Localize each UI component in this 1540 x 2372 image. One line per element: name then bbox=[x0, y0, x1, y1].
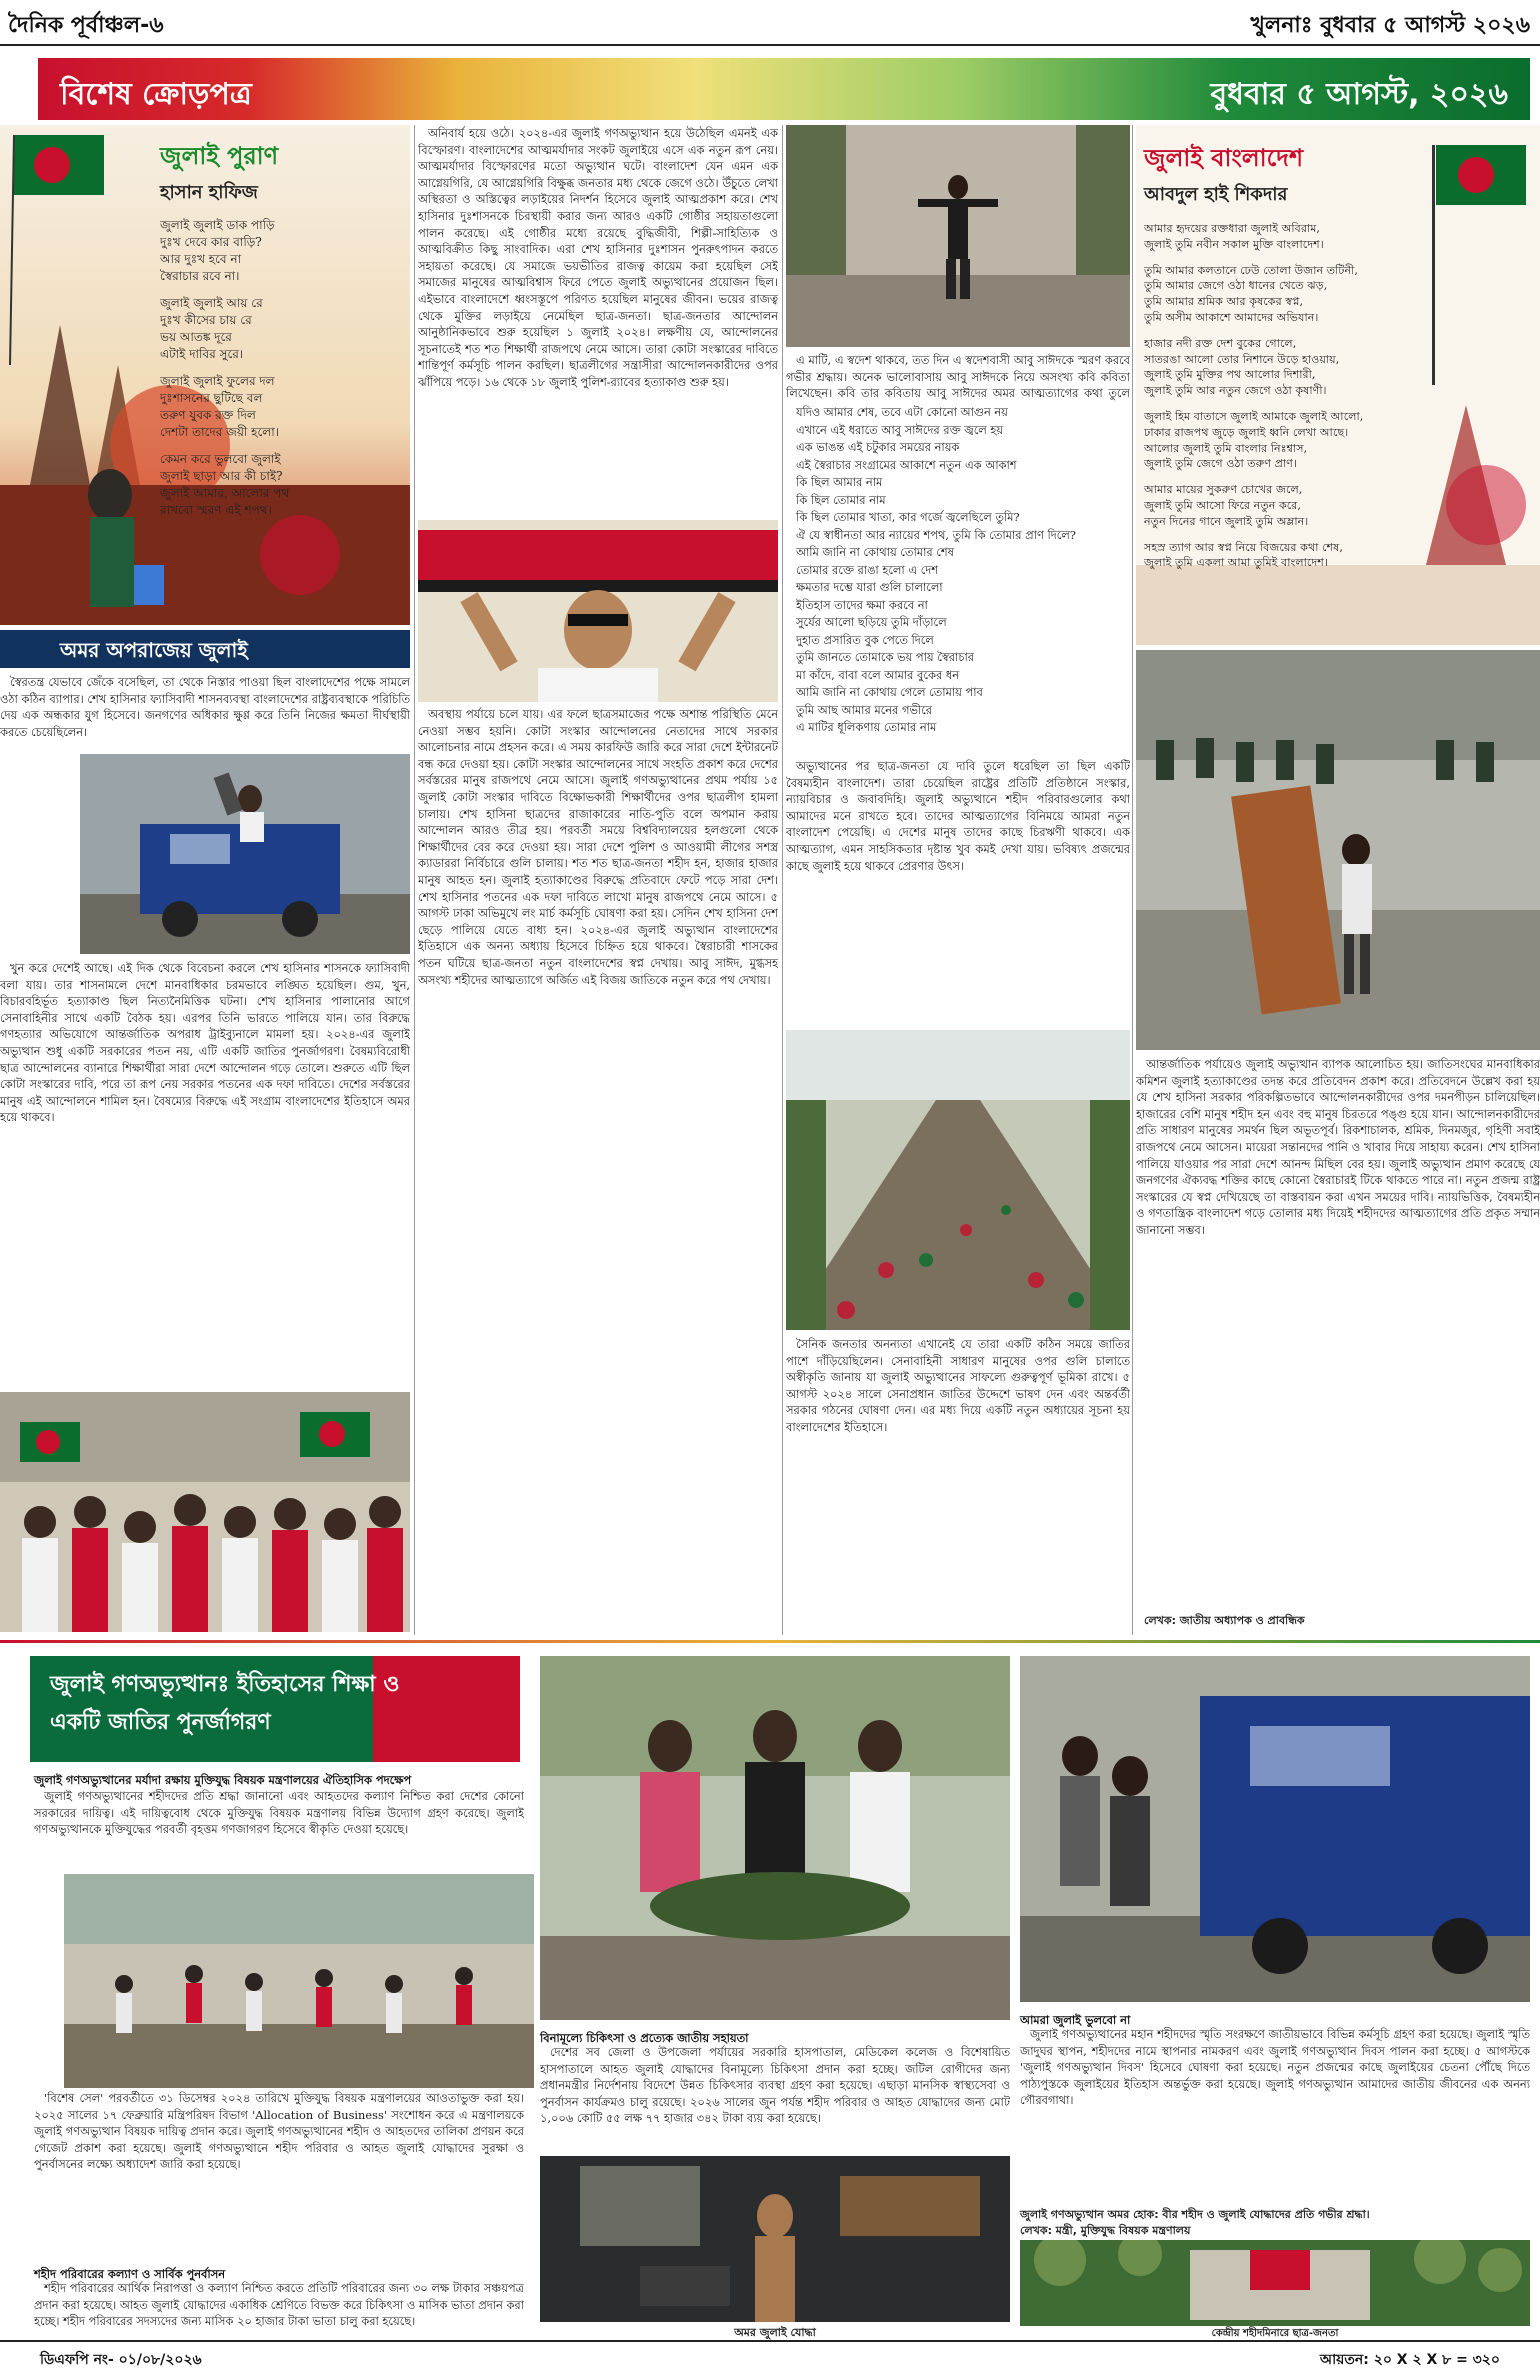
poem2-title: জুলাই বাংলাদেশ bbox=[1144, 144, 1304, 172]
poem-line: কি ছিল আমার নাম bbox=[796, 475, 883, 489]
poem-line: দেশটা তাদের জয়ী হলো। bbox=[160, 425, 280, 439]
bottom-section-title: জুলাই গণঅভ্যুত্থানঃ ইতিহাসের শিক্ষা ও একটি জাতির পুনর্জাগরণ bbox=[50, 1672, 400, 1735]
poem1-title: জুলাই পুরাণ bbox=[160, 142, 279, 170]
photo-police-truck bbox=[1020, 1656, 1530, 2002]
poem-line: কি ছিল তোমার খাতা, কার গর্জে জ্বলেছিলে তুমি? bbox=[796, 510, 1020, 524]
photo-long-march bbox=[786, 1030, 1130, 1330]
poem-line: জুলাই তুমি জেগে ওঠা তরুণ প্রাণ। bbox=[1144, 457, 1297, 471]
poem2-body bbox=[1144, 221, 1444, 641]
poem-line: জুলাই তুমি নবীন সকাল মুক্তি বাংলাদেশ। bbox=[1144, 237, 1324, 251]
poem-line: তুমি অসীম আকাশে আমাদের অভিযান। bbox=[1144, 310, 1319, 324]
masthead-line bbox=[0, 0, 1540, 46]
poem-line: মা কাঁদে, বাবা বলে আমার বুকের ধন bbox=[796, 667, 960, 682]
photo-protest-crowd bbox=[0, 1392, 410, 1632]
poem-line: জুলাই হিম বাতাসে জুলাই আমাকে জুলাই আলো, bbox=[1144, 409, 1364, 423]
poem-stanza bbox=[160, 451, 400, 519]
bottom-col3-head: আমরা জুলাই ভুলবো না bbox=[1020, 2013, 1131, 2027]
col3-after-text: সৈনিক জনতার অনন্যতা এখানেই যে তারা একটি কঠিন সময়ে জাতির পাশে দাঁড়িয়েছিলেন। সেনাবাহিনী সাধারণ মানুষের ওপর গুলি চালাতে অস্বীকৃতি জানায় যা জুলাই অভ্যুত্থানের সাফল্যে গুরুত্বপূর্ণ ভূমিকা রাখে। ৫ আগস্ট ২০২৪ সালে সেনাপ্রধান জাতির উদ্দেশে ভাষণ দেন এবং অন্তর্বর্তী সরকার গঠনের ঘোষণা দেন। এর মধ্য দিয়ে একটি নতুন অধ্যায়ের সূচনা হয় বাংলাদেশের ইতিহাসে। bbox=[786, 1337, 1130, 1434]
poem-stanza bbox=[1144, 221, 1444, 253]
poem-line: তুমি আছ আমার মনের গভীরে bbox=[796, 702, 933, 717]
photo-police-van bbox=[80, 754, 410, 954]
bottom-col3-text: জুলাই গণঅভ্যুত্থানের মহান শহীদদের স্মৃতি সংরক্ষণে জাতীয়ভাবে বিভিন্ন কর্মসূচি গ্রহণ করা হয়েছে। জুলাই স্মৃতি জাদুঘর স্থাপন, শহীদদের নামে স্থাপনার নামকরণ এবং জুলাই গণঅভ্যুত্থান দিবস পালন করা হচ্ছে। ৫ আগস্টকে 'জুলাই গণঅভ্যুত্থান দিবস' হিসেবে ঘোষণা করা হয়েছে। নতুন প্রজন্মের কাছে জুলাইয়ের চেতনা পৌঁছে দিতে পাঠ্যপুস্তকে জুলাইয়ের ইতিহাস অন্তর্ভুক্ত করা হয়েছে। জুলাই গণঅভ্যুত্থান আমাদের জাতীয় জীবনের এক অনন্য গৌরবগাথা। bbox=[1020, 2027, 1530, 2108]
poem2 bbox=[1144, 140, 1444, 640]
poem-line: এক ভাঙন্ত এই চটুকার সময়ের নায়ক bbox=[796, 440, 960, 454]
photo-july-fighter bbox=[540, 2156, 1010, 2322]
poem-stanza bbox=[1144, 540, 1444, 572]
poem-line: এই স্বৈরাচার সংগ্রামের আকাশে নতুন এক আকাশ bbox=[796, 457, 1017, 472]
poem-line: সাতরঙা আলো তোর নিশানে উড়ে হাওয়ায়, bbox=[1144, 352, 1340, 366]
poem-stanza bbox=[160, 217, 400, 285]
poem-line: এ মাটির ধূলিকণায় তোমার নাম bbox=[796, 720, 937, 734]
bottom-text3: শহীদ পরিবারের আর্থিক নিরাপত্তা ও কল্যাণ নিশ্চিত করতে প্রতিটি পরিবারের জন্য ৩০ লক্ষ টাকার সঞ্চয়পত্র প্রদান করা হয়েছে। আহত জুলাই যোদ্ধাদের একাধিক শ্রেণিতে বিভক্ত করে চিকিৎসা ও মাসিক ভাতা প্রদান করা হচ্ছে। শহীদ পরিবারের সদস্যদের জন্য মাসিক ২০ হাজার টাকা ভাতা চালু করা হয়েছে। bbox=[34, 2281, 524, 2329]
poem-line: এটাই দাবির সুরে। bbox=[160, 347, 244, 361]
poem-line: জুলাই তুমি মুক্তির পথ আলোর দিশারী, bbox=[1144, 368, 1316, 382]
photo-man-with-banner bbox=[418, 520, 778, 702]
poem-line: ইতিহাস তাদের ক্ষমা করবে না bbox=[796, 597, 928, 612]
poem2-author: আবদুল হাই শিকদার bbox=[1144, 184, 1288, 205]
section-title: অমর অপরাজেয় জুলাই bbox=[60, 638, 248, 662]
col4-byline: লেখক: জাতীয় অধ্যাপক ও প্রাবন্ধিক bbox=[1144, 1614, 1305, 1627]
poem-line: ক্ষমতার দম্ভে যারা গুলি চালালো bbox=[796, 580, 943, 594]
photo-shield-protester bbox=[1136, 650, 1540, 1050]
poem-line: দুঃখ দেবে কার বাড়ি? bbox=[160, 235, 262, 249]
bottom-col3-byline: লেখক: মন্ত্রী, মুক্তিযুদ্ধ বিষয়ক মন্ত্রণালয় bbox=[1020, 2224, 1191, 2237]
poem-line: ভয় আতঙ্ক দূরে bbox=[160, 330, 232, 344]
poem-line: আলোর জুলাই তুমি বাংলার নিঃশ্বাস, bbox=[1144, 441, 1308, 455]
section-rule bbox=[0, 1640, 1540, 1643]
page-footer bbox=[0, 2340, 1540, 2372]
poem-line: দুহাত প্রসারিত বুক পেতে দিলে bbox=[796, 632, 934, 647]
poem-line: তুমি আমার জেগে ওঠা ধানের খেতে ঝড়, bbox=[1144, 279, 1328, 293]
poem-stanza bbox=[1144, 409, 1444, 472]
bottom-col3-tag: জুলাই গণঅভ্যুত্থান অমর হোক: বীর শহীদ ও জুলাই যোদ্ধাদের প্রতি গভীর শ্রদ্ধা। bbox=[1020, 2208, 1370, 2221]
poem-line: সুর্যের আলো ছড়িয়ে তুমি দাঁড়ালে bbox=[796, 615, 947, 629]
poem-stanza bbox=[160, 373, 400, 441]
bottom-subhead2: শহীদ পরিবারের কল্যাণ ও সার্বিক পুনর্বাসন bbox=[34, 2267, 226, 2281]
photo-street-clash bbox=[64, 1874, 534, 2088]
poem-line: তোমার রক্তে রাঙা হলো এ দেশ bbox=[796, 562, 938, 577]
col3-poem bbox=[796, 404, 1126, 754]
column-rule bbox=[782, 125, 783, 1635]
poem-line: রাখবো স্মরণ এই শপথ। bbox=[160, 503, 272, 517]
bottom-col2-head: বিনামূল্যে চিকিৎসা ও প্রত্যেক জাতীয় সহায়তা bbox=[540, 2031, 749, 2045]
poem-line: দুঃখ কীসের চায় রে bbox=[160, 313, 252, 327]
section-left-text1: স্বৈরতন্ত্র যেভাবে জেঁকে বসেছিল, তা থেকে নিস্তার পাওয়া ছিল বাংলাদেশের পক্ষে সামলে ওঠা কঠিন ব্যাপার। শেখ হাসিনার ফ্যাসিবাদী শাসনব্যবস্থা বাংলাদেশের রাষ্ট্রব্যবস্থাকে পরিচিতি দেয় এক অন্ধকার যুগ হিসেবে। জনগণের অধিকার ক্ষুণ্ণ করে তিনি নিজের ক্ষমতা দীর্ঘস্থায়ী করতে চেয়েছিলেন। bbox=[0, 675, 410, 739]
banner-title: বিশেষ ক্রোড়পত্র bbox=[60, 77, 252, 112]
bottom-text2: 'বিশেষ সেল' পরবর্তীতে ৩১ ডিসেম্বর ২০২৪ তারিখে মুক্তিযুদ্ধ বিষয়ক মন্ত্রণালয়ের আওতাভুক্ত করা হয়। ২০২৫ সালের ১৭ ফেব্রুয়ারি মন্ত্রিপরিষদ বিভাগ 'Allocation of Business' সংশোধন করে এ মন্ত্রণালয়কে জুলাই গণঅভ্যুত্থান বিষয়ক দায়িত্ব প্রদান করে। জুলাই গণঅভ্যুত্থানের শহীদ ও আহতদের তালিকা প্রণয়ন করে গেজেট প্রকাশ করা হয়েছে। জুলাই গণঅভ্যুত্থানে শহীদ পরিবার ও আহত জুলাই যোদ্ধাদের সুরক্ষা ও পুনর্বাসনের লক্ষ্যে অধ্যাদেশ জারি করা হয়েছে। bbox=[34, 2091, 524, 2172]
photo-carrying-injured bbox=[540, 1656, 1010, 2020]
poem-line: তুমি জানতে তোমাকে ভয় পায় স্বৈরাচার bbox=[796, 650, 975, 664]
poem1-body bbox=[160, 217, 400, 637]
poem-line: জুলাই তুমি একলা আমা তুমিই বাংলাদেশ। bbox=[1144, 556, 1328, 570]
poem-line: সহস্র ত্যাগ আর স্বপ্ন নিয়ে বিজয়ের কথা শেষ, bbox=[1144, 540, 1343, 554]
bottom-col2-text: দেশের সব জেলা ও উপজেলা পর্যায়ের সরকারি হাসপাতাল, মেডিকেল কলেজ ও বিশেষায়িত হাসপাতালে আহত জুলাই যোদ্ধাদের বিনামূল্যে চিকিৎসা প্রদান করা হচ্ছে। জটিল রোগীদের জন্য প্রধানমন্ত্রীর নির্দেশনায় বিদেশে উন্নত চিকিৎসার ব্যবস্থা গ্রহণ করা হয়েছে। এছাড়া মানসিক স্বাস্থ্যসেবা ও পুনর্বাসন কার্যক্রমও চালু রয়েছে। ২০২৬ সালের জুন পর্যন্ত শহীদ পরিবার ও আহত যোদ্ধাদের জন্য মোট ১,০০৬ কোটি ৫৫ লক্ষ ৭৭ হাজার ৩৪২ টাকা ব্যয় করা হয়েছে। bbox=[540, 2045, 1010, 2126]
poem-line: জুলাই জুলাই ডাক পাড়ি bbox=[160, 218, 275, 232]
ad-size: আয়তন: ২০ X ২ X ৮ = ৩২০ bbox=[1319, 2352, 1500, 2368]
col2-mid-text: অবস্থায় পর্যায়ে চলে যায়। এর ফলে ছাত্রসমাজের পক্ষে অশান্ত পরিস্থিতি মেনে নেওয়া সম্ভব হয়নি। কোটা সংস্কার আন্দোলনের নেতাদের সাথে সরকার আলোচনার নামে প্রহসন করে। এ সময় কারফিউ জারি করে সারা দেশে ইন্টারনেট বন্ধ করে দেওয়া হয়। কোটা সংস্কার আন্দোলনের সাথে সংহতি প্রকাশ করে দেশের সর্বস্তরের মানুষ রাজপথে নেমে আসে। জুলাই গণঅভ্যুত্থানের প্রথম পর্যায় ১৫ জুলাই কোটা সংস্কার দাবিতে বিক্ষোভকারী শিক্ষার্থীদের ওপর ছাত্রলীগ হামলা চালায়। শেখ হাসিনা ছাত্রদের রাজাকারের নাতি-পুতি বলে অপমান করায় আন্দোলন আরও তীব্র হয়। পরবর্তী সময়ে বিশ্ববিদ্যালয়ের হলগুলো থেকে শিক্ষার্থীদের বের করে দেওয়া হয়। সারা দেশে পুলিশ ও আওয়ামী লীগের সশস্ত্র ক্যাডাররা নির্বিচারে গুলি চালায়। শত শত ছাত্র-জনতা শহীদ হন, হাজার হাজার মানুষ আহত হন। জুলাই হত্যাকাণ্ডের বিরুদ্ধে প্রতিবাদে ফেটে পড়ে সারা দেশ। শেখ হাসিনার পতনের এক দফা দাবিতে লাখো মানুষ রাজপথে নেমে আসে। ৫ আগস্ট ঢাকা অভিমুখে লং মার্চ কর্মসূচি ঘোষণা করা হয়। সেদিন শেখ হাসিনা দেশ ছেড়ে পালিয়ে যেতে বাধ্য হন। ২০২৪-এর জুলাই অভ্যুত্থান বাংলাদেশের ইতিহাসে এক অনন্য অধ্যায় হিসেবে চিহ্নিত হয়ে থাকবে। স্বৈরাচারী শাসকের পতন ঘটিয়ে ছাত্র-জনতা নতুন বাংলাদেশের স্বপ্ন দেখায়। আবু সাঈদ, মুগ্ধসহ অসংখ্য শহীদের আত্মত্যাগে অর্জিত এই বিজয় জাতিকে নতুন করে পথ দেখায়। bbox=[418, 707, 778, 987]
poem-line: আমি জানি না কোথায় গেলে তোমায় পাব bbox=[796, 685, 983, 699]
poem-line: তুমি আমার কলতানে ঢেউ তোলা উজান তটিনী, bbox=[1144, 263, 1358, 277]
poem-line: জুলাই তুমি আর নতুন জেগে ওঠা কৃষাণী। bbox=[1144, 384, 1327, 398]
poem-line: জুলাই আমার, আলোর পথ bbox=[160, 486, 290, 500]
poem-line: হাজার নদী রক্ত দেশ বুকের গোলে, bbox=[1144, 336, 1297, 350]
poem-line: জুলাই জুলাই আয় রে bbox=[160, 296, 263, 310]
poem-line: নতুন দিনের গানে জুলাই তুমি অম্লান। bbox=[1144, 514, 1309, 528]
poem-line: জুলাই তুমি আসো ফিরে নতুন করে, bbox=[1144, 498, 1301, 512]
column-rule bbox=[414, 125, 415, 1635]
photo-abu-sayeed bbox=[786, 125, 1130, 347]
poem-line: ঐ যে স্বাধীনতা আর ন্যায়ের শপথ, তুমি কি তোমার প্রাণ দিলে? bbox=[796, 527, 1076, 542]
poem-line: দুঃশাসনের ছুটিছে বল bbox=[160, 391, 263, 405]
poem-line: কি ছিল তোমার নাম bbox=[796, 492, 886, 507]
poem-line: তরুণ যুবক রক্ত দিল bbox=[160, 408, 256, 422]
poem-stanza bbox=[1144, 263, 1444, 326]
poem-stanza bbox=[1144, 482, 1444, 529]
bottom-caption1: অমর জুলাই যোদ্ধা bbox=[734, 2326, 816, 2339]
poem-line: কেমন করে ভুলবো জুলাই bbox=[160, 452, 281, 466]
section-heading-bar bbox=[0, 630, 410, 668]
bottom-lead: জুলাই গণঅভ্যুত্থানের মর্যাদা রক্ষায় মুক্তিযুদ্ধ বিষয়ক মন্ত্রণালয়ের ঐতিহাসিক পদক্ষেপ bbox=[34, 1773, 412, 1787]
section-left-text2: খুন করে দেশেই আছে। এই দিক থেকে বিবেচনা করলে শেখ হাসিনার শাসনকে ফ্যাসিবাদী বলা যায়। তার শাসনামলে দেশে মানবাধিকার চরমভাবে লঙ্ঘিত হয়েছিল। গুম, খুন, বিচারবহির্ভূত হত্যাকাণ্ড ছিল নিত্যনৈমিত্তিক ঘটনা। শেখ হাসিনার পালানোর আগে সেনাবাহিনীর সাথে একটি বৈঠক হয়। এরপর তিনি ভারতে পালিয়ে যান। তার বিরুদ্ধে গণহত্যার অভিযোগে আন্তর্জাতিক অপরাধ ট্রাইব্যুনালে মামলা হয়। ২০২৪-এর জুলাই অভ্যুত্থান শুধু একটি সরকারের পতন নয়, এটি একটি জাতির পুনর্জাগরণ। বৈষম্যবিরোধী ছাত্র আন্দোলনের ব্যানারে শিক্ষার্থীরা সারা দেশে আন্দোলন গড়ে তোলে। শুরুতে এটি ছিল কোটা সংস্কারের দাবি, পরে তা রূপ নেয় সরকার পতনের এক দফা দাবিতে। দেশের সর্বস্তরের মানুষ এই আন্দোলনে শামিল হন। বৈষম্যের বিরুদ্ধে এই সংগ্রাম বাংলাদেশের ইতিহাসে অমর হয়ে থাকবে। bbox=[0, 961, 410, 1125]
bottom-section-heading bbox=[30, 1656, 520, 1762]
poem-line: আর দুঃখ হবে না bbox=[160, 252, 242, 266]
supplement-banner bbox=[38, 58, 1530, 120]
col3-bottom-text: অভ্যুত্থানের পর ছাত্র-জনতা যে দাবি তুলে ধরেছিল তা ছিল একটি বৈষম্যহীন বাংলাদেশ। তারা চেয়েছিল রাষ্ট্রের প্রতিটি প্রতিষ্ঠানে সংস্কার, ন্যায়বিচার ও জবাবদিহি। জুলাই অভ্যুত্থানে শহীদ পরিবারগুলোর কথা আমাদের মনে রাখতে হবে। তাদের আত্মত্যাগের বিনিময়ে আমরা নতুন বাংলাদেশ পেয়েছি। এ দেশের মানুষ তাদের কাছে চিরঋণী থাকবে। এক আত্মত্যাগ, এমন সাহসিকতার দৃষ্টান্ত খুব কমই দেখা যায়। ভবিষ্যৎ প্রজন্মের কাছে জুলাই হয়ে থাকবে প্রেরণার উৎস। bbox=[786, 759, 1130, 873]
poem1-author: হাসান হাফিজ bbox=[160, 182, 258, 203]
poem-line: ঢাকার রাজপথ জুড়ে জুলাই ধ্বনি লেখা আছে। bbox=[1144, 425, 1349, 439]
col3-top-text: এ মাটি, এ স্বদেশ থাকবে, তত দিন এ স্বদেশবাসী আবু সাঈদকে স্মরণ করবে গভীর শ্রদ্ধায়। অনেক ভালোবাসায় আবু সাঈদকে নিয়ে অসংখ্য কবি কবিতা লিখেছেন। কবি তার কবিতায় আবু সাঈদের অমর আত্মত্যাগের কথা তুলে bbox=[786, 353, 1130, 401]
poem-line: জুলাই জুলাই ফুলের দল bbox=[160, 374, 275, 388]
poem-line: আমার হৃদয়ের রক্তধারা জুলাই অবিরাম, bbox=[1144, 222, 1320, 235]
poem-line: এখানে এই ধরাতে আবু সাঈদের রক্ত জ্বলে হয় bbox=[796, 422, 1004, 437]
bottom-caption2: কেন্দ্রীয় শহীদমিনারে ছাত্র-জনতা bbox=[1211, 2328, 1339, 2339]
poem-line: আমি জানি না কোথায় তোমার শেষ bbox=[796, 545, 954, 559]
banner-date: বুধবার ৫ আগস্ট, ২০২৬ bbox=[1210, 77, 1508, 112]
poem-stanza bbox=[160, 295, 400, 363]
poem-line: আমার মায়ের সুকরুণ চোখের জলে, bbox=[1144, 483, 1303, 497]
page-label: দৈনিক পূর্বাঞ্চল-৬ bbox=[8, 13, 164, 38]
col2-top-text: অনিবার্য হয়ে ওঠে। ২০২৪-এর জুলাই গণঅভ্যুত্থান হয়ে উঠেছিল এমনই এক বিস্ফোরণ। বাংলাদেশের আত্মমর্যাদার সংকট জুলাইয়ে এসে এক নতুন রূপ নেয়। আত্মমর্যাদার বিস্ফোরণের মতো অভ্যুত্থান ঘটে। বাংলাদেশ যেন এমন এক আগ্নেয়গিরি, যে আগ্নেয়গিরি বিক্ষুব্ধ জনতার মধ্য থেকে জেগে ওঠে। উঁচুতে লেখা অস্থিরতা ও অস্তিত্বের লড়াইয়ের নিদর্শন হিসেবে জুলাই আত্মপ্রকাশ করে। শেখ হাসিনার দুঃশাসনকে চিরস্থায়ী করার জন্য আরও একটি গোষ্ঠীর সহায়তাগুলো পালন করেছে। এই গোষ্ঠীর মধ্যে রয়েছে বুদ্ধিজীবী, শিল্পী-সাহিত্যিক ও আত্মবিক্রীত কিছু সাংবাদিক। এরা শেখ হাসিনার দুঃশাসন পুনরুৎপাদন করতে সহায়তা করেছে। যে সমাজে ভয়ভীতির রাজত্ব কায়েম করা হয়েছিল সেই সমাজের মানুষের আত্মবিশ্বাস ফিরে পেতে জুলাই অভ্যুত্থানের প্রয়োজন ছিল। এইভাবে বাংলাদেশে ধ্বংসস্তূপে পরিণত হয়েছিল মানুষের জীবন। ভয়ের রাজত্ব থেকে মুক্তির লড়াইয়ে নেমেছিল ছাত্র-জনতা। ছাত্র-জনতার আন্দোলন আনুষ্ঠানিকভাবে শুরু হয়েছিল ১ জুলাই ২০২৪। লক্ষণীয় যে, আন্দোলনের সূচনাতেই শত শত শিক্ষার্থী রাজপথে নেমে আসে। তারা কোটা সংস্কারের দাবিতে শান্তিপূর্ণ কর্মসূচি পালন করছিল। ছাত্রলীগের সন্ত্রাসীরা আন্দোলনকারীদের ওপর ঝাঁপিয়ে পড়ে। ১৬ থেকে ১৮ জুলাই পুলিশ-র‍্যাবের হত্যাকাণ্ড শুরু হয়। bbox=[418, 126, 778, 389]
poem1 bbox=[160, 138, 400, 618]
poem-line: তুমি আমার শ্রমিক আর কৃষকের স্বপ্ন, bbox=[1144, 295, 1304, 309]
dfp-number: ডিএফপি নং- ০১/০৮/২০২৬ bbox=[40, 2352, 202, 2368]
bottom-text1: জুলাই গণঅভ্যুত্থানের শহীদদের প্রতি শ্রদ্ধা জানানো এবং আহতদের কল্যাণ নিশ্চিত করা দেশের কোনো সরকারের দায়িত্ব। এই দায়িত্ববোধ থেকে মুক্তিযুদ্ধ বিষয়ক মন্ত্রণালয় বিভিন্ন উদ্যোগ গ্রহণ করেছে। জুলাই গণঅভ্যুত্থানকে মুক্তিযুদ্ধের পরবর্তী বৃহত্তম গণজাগরণ হিসেবে স্বীকৃতি দেওয়া হয়েছে। bbox=[34, 1789, 524, 1837]
photo-shaheed-minar bbox=[1020, 2240, 1530, 2326]
col4-text: আন্তর্জাতিক পর্যায়েও জুলাই অভ্যুত্থান ব্যাপক আলোচিত হয়। জাতিসংঘের মানবাধিকার কমিশন জুলাই হত্যাকাণ্ডের তদন্ত করে প্রতিবেদন প্রকাশ করে। প্রতিবেদনে উল্লেখ করা হয় যে শেখ হাসিনা সরকার পরিকল্পিতভাবে আন্দোলনকারীদের ওপর দমনপীড়ন চালিয়েছিল। হাজারের বেশি মানুষ শহীদ হন এবং বহু মানুষ চিরতরে পঙ্গু হয়ে যান। আন্দোলনকারীদের প্রতি সাধারণ মানুষের সমর্থন ছিল অভূতপূর্ব। রিকশাচালক, শ্রমিক, দিনমজুর, গৃহিণী সবাই রাজপথে নেমে আসেন। মায়েরা সন্তানদের পানি ও খাবার দিয়ে সাহায্য করেন। শেখ হাসিনা পালিয়ে যাওয়ার পর সারা দেশে আনন্দ মিছিল বের হয়। জুলাই অভ্যুত্থান প্রমাণ করেছে যে জনগণের ঐক্যবদ্ধ শক্তির কাছে কোনো স্বৈরাচারই টিকে থাকতে পারে না। নতুন প্রজন্ম রাষ্ট্র সংস্কারের যে স্বপ্ন দেখিয়েছে তা বাস্তবায়ন করা এখন সময়ের দাবি। ন্যায়ভিত্তিক, বৈষম্যহীন ও গণতান্ত্রিক বাংলাদেশ গড়ে তোলার মধ্য দিয়েই শহীদদের আত্মত্যাগের প্রতি প্রকৃত সম্মান জানানো সম্ভব। bbox=[1136, 1057, 1540, 1237]
poem-line: জুলাই ছাড়া আর কী চাই? bbox=[160, 469, 283, 483]
poem-line: স্বৈরাচার রবে না। bbox=[160, 269, 240, 283]
poem-line: যদিও আমার শেষ, তবে এটা কোনো আগুন নয় bbox=[796, 405, 1008, 419]
page-date: খুলনাঃ বুধবার ৫ আগস্ট ২০২৬ bbox=[1250, 13, 1530, 38]
poem-stanza bbox=[1144, 336, 1444, 399]
column-rule bbox=[1132, 125, 1133, 1635]
